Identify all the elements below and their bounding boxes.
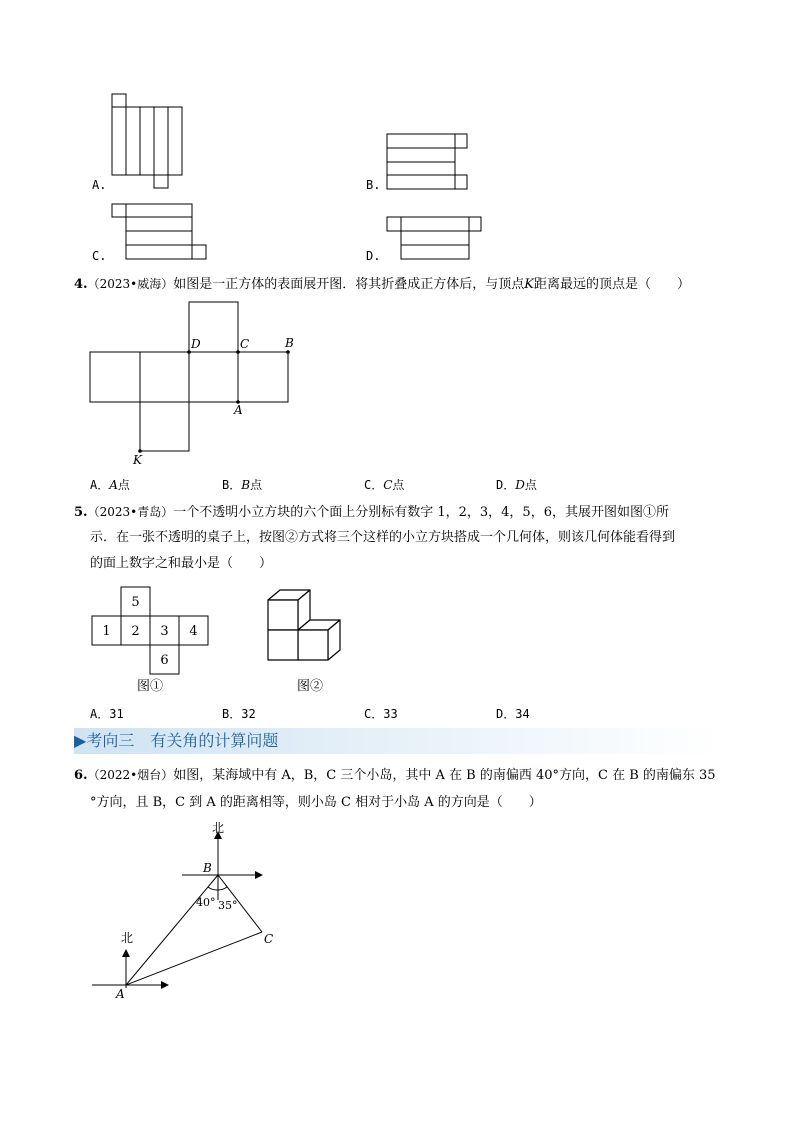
q6-angle-35: 35° — [218, 899, 238, 912]
q4-stem-var: K — [524, 277, 534, 292]
q4-source: （2023•威海） — [87, 277, 174, 291]
q4-label-b: B — [285, 336, 294, 350]
q4-option-d: D．D点 — [496, 478, 537, 492]
q3-option-c-label: C. — [92, 249, 107, 263]
q6-label-b: B — [203, 861, 212, 875]
q5-line-3: 的面上数字之和最小是（ ） — [90, 556, 273, 571]
q5-net-3: 3 — [160, 624, 169, 639]
q5-source: （2023•青岛） — [87, 505, 174, 519]
q5-net-4: 4 — [189, 624, 198, 639]
q6-north-a-label: 北 — [121, 931, 134, 945]
q5-option-a: A．31 — [90, 707, 124, 721]
q3-option-a-label: A. — [92, 178, 107, 192]
q5-line-2: 示．在一张不透明的桌子上，按图②方式将三个这样的小立方块搭成一个几何体，则该几何体能看得到 — [90, 530, 676, 545]
q4-stem-text: 如图是一正方体的表面展开图．将其折叠成正方体后，与顶点 — [173, 277, 525, 292]
q6-label-a: A — [116, 987, 125, 1001]
q4-label-c: C — [240, 337, 250, 351]
q5-option-c: C．33 — [364, 707, 398, 721]
q4-number: 4. — [74, 277, 88, 292]
q6-number: 6. — [74, 768, 88, 783]
q4-option-c: C．C点 — [364, 478, 405, 492]
q3-option-b-label: B. — [366, 178, 381, 192]
q3-option-d-label: D. — [366, 249, 381, 263]
q4-label-k: K — [133, 453, 142, 467]
q4-stem-tail: 距离最远的顶点是（ ） — [533, 277, 690, 292]
q6-line-1-text: 如图，某海域中有 A，B，C 三个小岛，其中 A 在 B 的南偏西 40°方向，C 在 B 的南偏东 35 — [173, 768, 716, 783]
q5-net-1: 1 — [102, 624, 111, 639]
q5-number: 5. — [74, 505, 88, 520]
q6-line-2: °方向，且 B，C 到 A 的距离相等，则小岛 C 相对于小岛 A 的方向是（ ） — [90, 795, 542, 810]
q5-line-1-text: 一个不透明小立方块的六个面上分别标有数字 1，2，3，4，5，6，其展开图如图①所 — [173, 505, 669, 520]
q6-north-b-label: 北 — [212, 821, 225, 835]
q4-option-a: A．A点 — [90, 478, 130, 492]
q6-label-c: C — [264, 932, 274, 946]
section-marker: ▶ — [74, 731, 87, 750]
q5-option-d: D．34 — [496, 707, 530, 721]
q5-net-5: 5 — [131, 595, 140, 610]
q4-label-a: A — [234, 403, 243, 417]
section-title: 考向三 有关角的计算问题 — [86, 731, 279, 750]
q5-fig2-caption: 图② — [296, 679, 324, 694]
q6-source: （2022•烟台） — [87, 768, 174, 782]
q5-net-2: 2 — [131, 624, 140, 639]
q4-option-b: B．B点 — [222, 478, 263, 492]
q5-fig1-caption: 图① — [136, 679, 164, 694]
q4-label-d: D — [191, 337, 201, 351]
q5-net-6: 6 — [160, 653, 169, 668]
q5-option-b: B．32 — [222, 707, 256, 721]
q6-angle-40: 40° — [196, 896, 216, 909]
